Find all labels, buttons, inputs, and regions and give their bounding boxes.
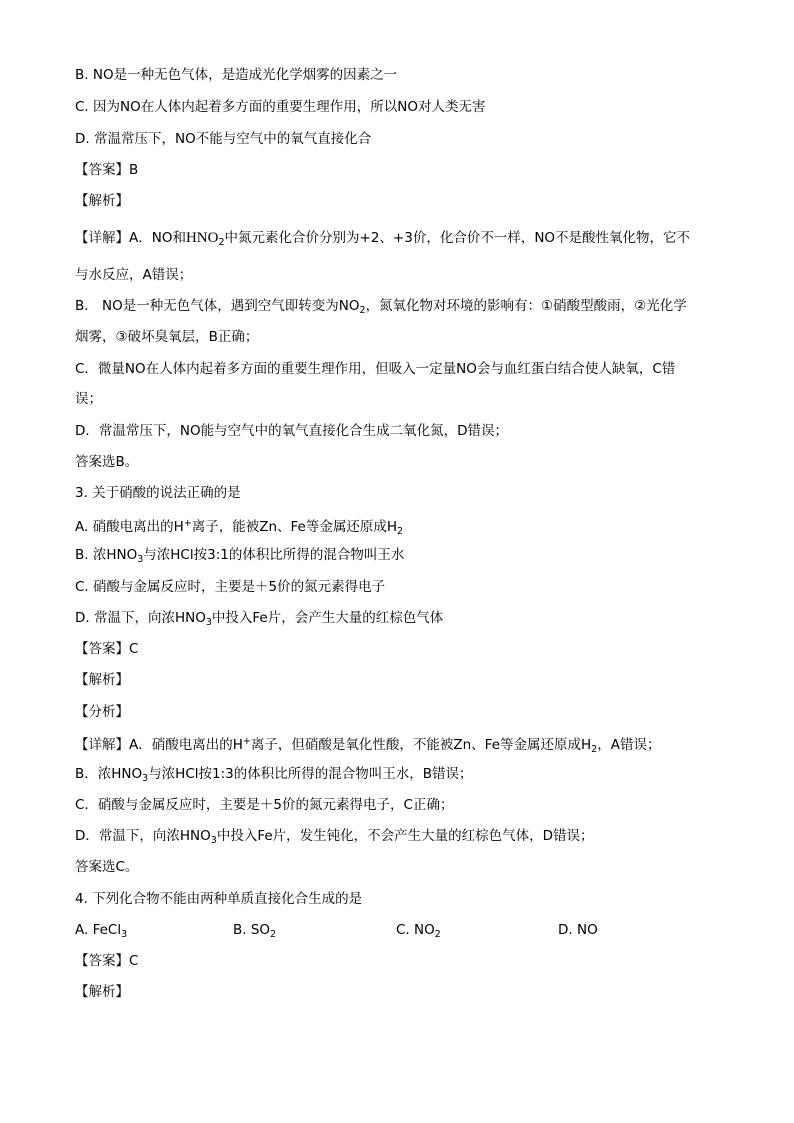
q2-analysis-heading: 【解析】 [75,193,129,209]
q3-analysis-heading: 【解析】 [75,672,129,688]
q3-conclusion: 答案选C。 [75,859,139,875]
q3-detail-a: 【详解】A．硝酸电离出的H+离子，但硝酸是氧化性酸，不能被Zn、Fe等金属还原成$H_2$，A错误； [75,736,661,755]
q2-detail-b: B． NO是一种无色气体，遇到空气即转变为$NO_2$，氮氧化物对环境的影响有：①硝酸型酸雨，②光化学 [75,298,687,316]
q2-conclusion: 答案选B。 [75,454,139,470]
q2-detail-c: C．微量NO在人体内起着多方面的重要生理作用，但吸入一定量NO会与血红蛋白结合使人缺氧，C错 [75,361,676,377]
q3-option-a: A. 硝酸电离出的H+离子，能被Zn、Fe等金属还原成$H_2$ [75,518,404,537]
q4-option-b: B. $SO_2$ [233,922,277,940]
q3-detail-b: B．浓$HNO_3$与浓HCl按1:3的体积比所得的混合物叫王水，B错误； [75,766,473,784]
q4-stem: 4. 下列化合物不能由两种单质直接化合生成的是 [75,891,363,907]
q4-answer: 【答案】C [75,953,139,969]
q4-option-a: A. FeCl$_3$ [75,922,128,940]
q2-option-d: D. 常温常压下，NO不能与空气中的氧气直接化合 [75,131,372,147]
q3-detail-c: C．硝酸与金属反应时，主要是＋5价的氮元素得电子，C正确； [75,797,454,813]
q2-detail-a: 【详解】A．NO和$HNO_2$中氮元素化合价分别为+2、+3价，化合价不一样，NO不是酸性氧化物，它不 [75,230,691,248]
q2-detail-a-cont: 与水反应，A错误； [75,267,193,283]
q2-option-c: C. 因为NO在人体内起着多方面的重要生理作用，所以NO对人类无害 [75,99,486,115]
q2-detail-b-cont: 烟雾，③破坏臭氧层，B正确； [75,329,259,345]
q3-detail-d: D．常温下，向浓$HNO_3$中投入Fe片，发生钝化，不会产生大量的红棕色气体，D错误； [75,828,594,846]
q3-stem: 3. 关于硝酸的说法正确的是 [75,485,241,501]
q3-fenxi-heading: 【分析】 [75,704,129,720]
q2-option-b: B. NO是一种无色气体，是造成光化学烟雾的因素之一 [75,67,398,83]
q3-option-c: C. 硝酸与金属反应时，主要是＋5价的氮元素得电子 [75,579,386,595]
q4-option-d: D. NO [558,922,598,938]
q4-option-c: C. $NO_2$ [396,922,441,940]
q2-answer: 【答案】B [75,162,139,178]
q2-detail-c-cont: 误； [75,391,102,407]
q4-options-row [75,921,715,939]
q3-option-d: D. 常温下，向浓$HNO_3$中投入Fe片，会产生大量的红棕色气体 [75,610,444,628]
q3-answer: 【答案】C [75,641,139,657]
q2-detail-d: D．常温常压下，NO能与空气中的氧气直接化合生成二氧化氮，D错误； [75,423,509,439]
q3-option-b: B. 浓$HNO_3$与浓HCl按3:1的体积比所得的混合物叫王水 [75,547,405,565]
q4-analysis-heading: 【解析】 [75,984,129,1000]
